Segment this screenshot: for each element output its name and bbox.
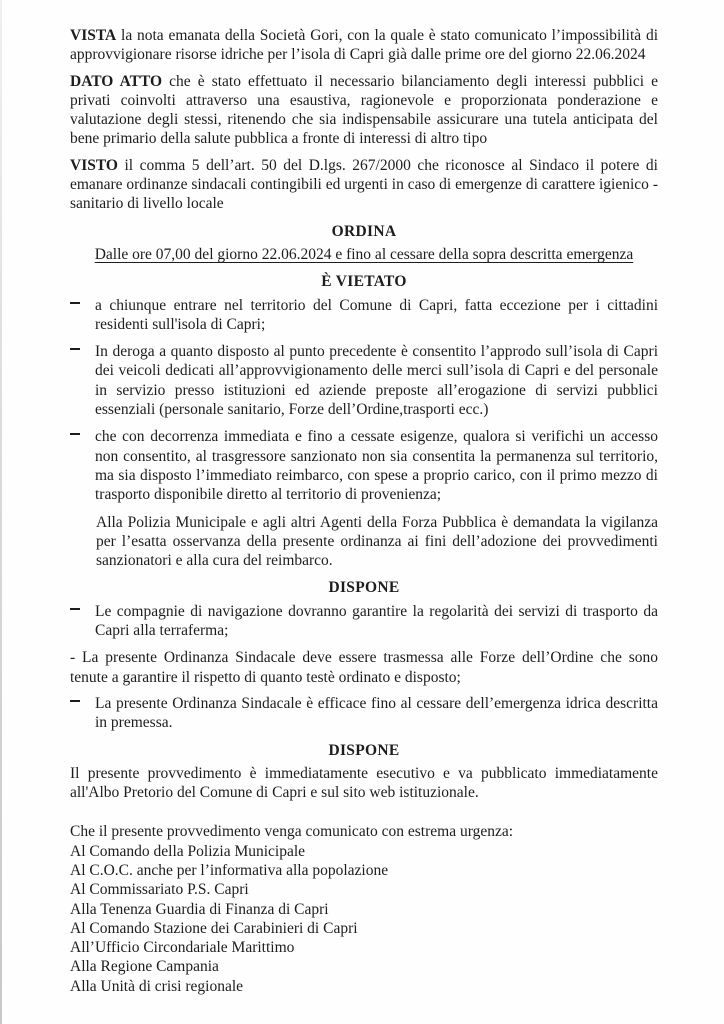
- paragraph: - La presente Ordinanza Sindacale deve essere trasmessa alle Forze dell’Ordine che sono tenute a garantire il rispetto di quanto testè ordinato e disposto;: [70, 649, 658, 686]
- bullet-text: La presente Ordinanza Sindacale è efficace fino al cessare dell’emergenza idrica descritta in premessa.: [95, 694, 658, 732]
- dash-bullet-icon: [70, 608, 80, 610]
- section-heading: È VIETATO: [321, 273, 407, 291]
- paragraph: [70, 26, 658, 65]
- notification-recipient-line: All’Ufficio Circondariale Marittimo: [70, 939, 295, 957]
- paragraph-text: che è stato effettuato il necessario bilanciamento degli interessi pubblici e privati coinvolti attraverso una esaustiva, ragionevole e proporzionata ponderazione e valutazione degli stessi, ritenendo che sia indispensabile assicurare una tutela anticipata del bene primario della salute pubblica a fronte di interessi di altro tipo: [70, 72, 658, 148]
- bullet-text: Le compagnie di navigazione dovranno garantire la regolarità dei servizi di trasporto da Capri alla terraferma;: [95, 602, 658, 640]
- bullet-item: [70, 427, 658, 504]
- paragraph: [70, 72, 658, 149]
- dash-bullet-icon: [70, 348, 80, 350]
- lead-word: VISTA: [70, 27, 117, 44]
- bullet-item: [70, 342, 658, 419]
- paragraph-text: la nota emanata della Società Gori, con la quale è stato comunicato l’impossibilità di approvvigionare risorse idriche per l’isola di Capri già dalle prime ore del giorno 22.06.2024: [70, 27, 659, 64]
- notification-recipient-line: Alla Unità di crisi regionale: [70, 977, 244, 995]
- section-heading: DISPONE: [328, 741, 400, 759]
- section-heading: DISPONE: [328, 579, 400, 597]
- section-heading: ORDINA: [331, 222, 397, 240]
- notification-recipient-line: Alla Regione Campania: [70, 958, 219, 976]
- notification-recipient-line: Al Commissariato P.S. Capri: [70, 881, 249, 899]
- blank-line: [70, 809, 658, 822]
- paragraph-text: il comma 5 dell’art. 50 del D.lgs. 267/2000 che riconosce al Sindaco il potere di emanare ordinanze sindacali contingibili ed urgenti in caso di emergenze di carattere igienico - sanitario di livello locale: [70, 156, 658, 213]
- dash-bullet-icon: [70, 302, 80, 304]
- effective-period-line: Dalle ore 07,00 del giorno 22.06.2024 e fino al cessare della sopra descritta emergenza: [94, 245, 634, 263]
- scan-edge-artifact: [0, 0, 2, 1024]
- bullet-text: In deroga a quanto disposto al punto precedente è consentito l’approdo sull’isola di Capri dei veicoli dedicati all’approvvigionamento delle merci sull’isola di Capri e del personale in servizio presso istituzioni ed aziende preposte all’erogazione di servizi pubblici essenziali (personale sanitario, Forze dell’Ordine,trasporti ecc.): [95, 343, 658, 419]
- lead-word: VISTO: [70, 156, 118, 174]
- document-body: [70, 26, 658, 996]
- notification-recipient-line: Al C.O.C. anche per l’informativa alla popolazione: [70, 861, 389, 879]
- notification-recipient-line: Al Comando Stazione dei Carabinieri di Capri: [70, 919, 358, 937]
- notification-recipient-line: Che il presente provvedimento venga comunicato con estrema urgenza:: [70, 823, 514, 841]
- lead-word: DATO ATTO: [70, 72, 163, 90]
- bullet-item: [70, 694, 658, 733]
- dash-bullet-icon: [70, 700, 80, 702]
- paragraph: Il presente provvedimento è immediatamente esecutivo e va pubblicato immediatamente all'Albo Pretorio del Comune di Capri e sul sito web istituzionale.: [70, 764, 658, 802]
- bullet-item: [70, 602, 658, 641]
- bullet-text: che con decorrenza immediata e fino a cessate esigenze, qualora si verifichi un accesso non consentito, al trasgressore sanzionato non sia consentita la permanenza sul territorio, ma sia disposto l’immediato reimbarco, con spese a proprio carico, con il primo mezzo di trasporto disponibile diretto al territorio di provenienza;: [95, 428, 658, 504]
- paragraph: [70, 156, 658, 214]
- dash-bullet-icon: [70, 433, 80, 435]
- bullet-item: [70, 296, 658, 335]
- bullet-text: a chiunque entrare nel territorio del Comune di Capri, fatta eccezione per i cittadini residenti sull'isola di Capri;: [95, 296, 658, 333]
- paragraph: Alla Polizia Municipale e agli altri Agenti della Forza Pubblica è demandata la vigilanza per l’esatta osservanza della presente ordinanza ai fini dell’adozione dei provvedimenti sanzionatori e alla cura del reimbarco.: [96, 513, 658, 570]
- notification-recipient-line: Al Comando della Polizia Municipale: [70, 842, 306, 860]
- notification-recipient-line: Alla Tenenza Guardia di Finanza di Capri: [70, 900, 329, 918]
